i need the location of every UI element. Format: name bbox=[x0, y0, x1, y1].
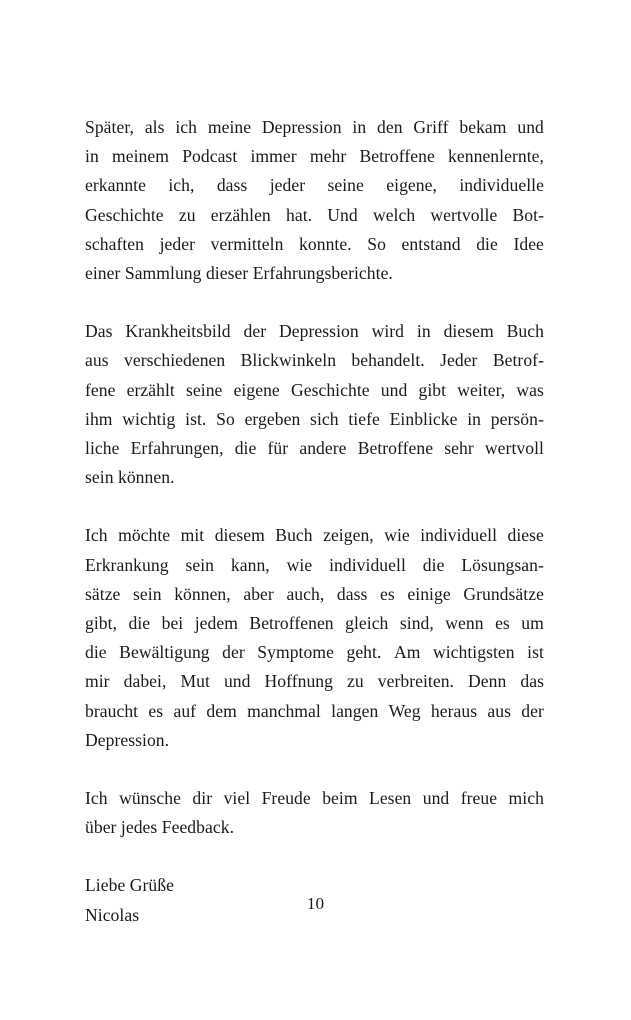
word: es bbox=[495, 613, 510, 634]
text-line bbox=[85, 434, 544, 463]
word: jedem bbox=[194, 613, 238, 634]
text-line bbox=[85, 376, 544, 405]
word: So bbox=[367, 233, 386, 254]
text-line bbox=[85, 580, 544, 609]
word: diesem bbox=[214, 525, 265, 546]
word: Geschichte bbox=[290, 379, 370, 400]
word: der bbox=[521, 700, 544, 721]
word: welch bbox=[372, 204, 416, 225]
word: Lösungsan- bbox=[461, 554, 544, 575]
word: bekam bbox=[459, 117, 507, 137]
word: Betrof- bbox=[492, 350, 544, 371]
word: kennenlernte, bbox=[448, 146, 544, 167]
word: den bbox=[377, 117, 403, 137]
word: meinem bbox=[112, 146, 169, 167]
word: zu bbox=[347, 671, 364, 692]
word: langen bbox=[331, 700, 379, 721]
word: aus bbox=[487, 700, 511, 721]
word: diesem bbox=[443, 321, 494, 342]
word: verbreiten. bbox=[377, 671, 455, 692]
word: Denn bbox=[468, 671, 507, 692]
word: Freude bbox=[261, 788, 311, 809]
word: sind, bbox=[399, 613, 434, 634]
word: entstand bbox=[401, 233, 461, 254]
word: verschiedenen bbox=[123, 350, 226, 371]
word: sein bbox=[133, 583, 162, 604]
word: seine bbox=[327, 175, 364, 196]
word: Geschichte bbox=[85, 204, 164, 225]
word: sätze bbox=[85, 583, 121, 604]
word: Betroffene bbox=[357, 438, 434, 459]
text-line: einer Sammlung dieser Erfahrungsberichte. bbox=[85, 263, 393, 284]
word: was bbox=[516, 379, 544, 400]
word: Betroffenen bbox=[249, 613, 334, 634]
word: die bbox=[234, 438, 257, 459]
word: Depression bbox=[261, 117, 342, 137]
word: ist bbox=[527, 642, 544, 663]
word: in bbox=[416, 321, 431, 342]
word: und bbox=[380, 379, 408, 400]
word: jeder bbox=[269, 175, 306, 196]
word: Blickwinkeln bbox=[240, 350, 337, 371]
word: erzählt bbox=[126, 379, 175, 400]
word: in bbox=[352, 117, 367, 137]
page-text-block bbox=[85, 113, 544, 930]
word: einige bbox=[407, 583, 451, 604]
word: als bbox=[144, 117, 165, 137]
word: gibt, bbox=[85, 613, 118, 634]
word: So bbox=[216, 408, 235, 429]
word: und bbox=[422, 788, 450, 809]
word: hat. bbox=[285, 204, 313, 225]
word: Einblicke bbox=[389, 408, 458, 429]
word: wertvolle bbox=[430, 204, 498, 225]
word: Ich bbox=[85, 525, 108, 546]
word: auf bbox=[173, 700, 197, 721]
text-line bbox=[85, 638, 544, 667]
word: geht. bbox=[346, 642, 382, 663]
word: Erfahrungen, bbox=[130, 438, 224, 459]
word: meine bbox=[207, 117, 252, 137]
word: freue bbox=[460, 788, 498, 809]
word: Podcast bbox=[182, 146, 238, 167]
word: Symptome bbox=[257, 642, 334, 663]
word: wie bbox=[286, 554, 313, 575]
text-line bbox=[85, 784, 544, 813]
word: dass bbox=[216, 175, 248, 196]
word: tiefe bbox=[348, 408, 380, 429]
word: konnte. bbox=[299, 233, 352, 254]
word: um bbox=[521, 613, 544, 634]
word: dabei, bbox=[123, 671, 167, 692]
paragraph-1 bbox=[85, 113, 544, 288]
word: liche bbox=[85, 438, 120, 459]
word: Und bbox=[327, 204, 358, 225]
word: erkannte bbox=[85, 175, 146, 196]
word: Betroffene bbox=[359, 146, 435, 167]
word: individuell bbox=[420, 525, 498, 546]
word: gleich bbox=[345, 613, 389, 634]
text-line: sein können. bbox=[85, 467, 175, 488]
word: beim bbox=[322, 788, 358, 809]
word: ich, bbox=[168, 175, 195, 196]
word: Bewältigung bbox=[119, 642, 210, 663]
text-line: über jedes Feedback. bbox=[85, 817, 235, 838]
word: in bbox=[85, 146, 99, 167]
page-number: 10 bbox=[306, 894, 325, 913]
word: die bbox=[476, 233, 498, 254]
text-line bbox=[85, 346, 544, 375]
word: Buch bbox=[506, 321, 544, 342]
word: eigene bbox=[233, 379, 280, 400]
word: mit bbox=[180, 525, 205, 546]
word: Griff bbox=[413, 117, 449, 137]
word: Hoffnung bbox=[264, 671, 333, 692]
word: ihm bbox=[85, 408, 113, 429]
text-line bbox=[85, 142, 544, 171]
word: die bbox=[128, 613, 151, 634]
word: diese bbox=[507, 525, 544, 546]
text-line bbox=[85, 201, 544, 230]
word: dir bbox=[192, 788, 213, 809]
word: individuell bbox=[329, 554, 406, 575]
word: wenn bbox=[445, 613, 484, 634]
word: gibt bbox=[418, 379, 447, 400]
text-line bbox=[85, 405, 544, 434]
text-line bbox=[85, 551, 544, 580]
text-line bbox=[85, 230, 544, 259]
word: Weg bbox=[388, 700, 421, 721]
word: in bbox=[467, 408, 482, 429]
word: mehr bbox=[309, 146, 347, 167]
word: immer bbox=[250, 146, 297, 167]
word: Das bbox=[85, 321, 113, 342]
word: wichtig bbox=[122, 408, 176, 429]
word: und bbox=[223, 671, 251, 692]
signature-greeting: Liebe Grüße bbox=[85, 875, 174, 896]
word: der bbox=[243, 321, 267, 342]
word: ergeben bbox=[244, 408, 301, 429]
word: heraus bbox=[430, 700, 478, 721]
word: Erkrankung bbox=[85, 554, 169, 575]
word: seine bbox=[186, 379, 223, 400]
word: die bbox=[85, 642, 107, 663]
word: behandelt. bbox=[351, 350, 425, 371]
word: manchmal bbox=[247, 700, 321, 721]
word: Depression bbox=[279, 321, 359, 342]
word: ist. bbox=[185, 408, 207, 429]
text-line bbox=[85, 171, 544, 200]
text-line bbox=[85, 667, 544, 696]
word: bei bbox=[161, 613, 184, 634]
word: dass bbox=[336, 583, 368, 604]
word: weiter, bbox=[457, 379, 506, 400]
word: Buch bbox=[275, 525, 313, 546]
word: andere bbox=[299, 438, 347, 459]
word: Bot- bbox=[512, 204, 544, 225]
word: zu bbox=[178, 204, 196, 225]
paragraph-4 bbox=[85, 784, 544, 842]
word: der bbox=[222, 642, 245, 663]
word: fene bbox=[85, 379, 116, 400]
word: Idee bbox=[513, 233, 544, 254]
text-line bbox=[85, 317, 544, 346]
paragraph-2 bbox=[85, 317, 544, 492]
word: kann, bbox=[230, 554, 270, 575]
word: Ich bbox=[85, 788, 108, 809]
word: die bbox=[422, 554, 445, 575]
word: zeigen, bbox=[323, 525, 374, 546]
word: dem bbox=[206, 700, 237, 721]
word: eigene, bbox=[386, 175, 437, 196]
word: wie bbox=[384, 525, 410, 546]
word: wichtigsten bbox=[432, 642, 515, 663]
word: wertvoll bbox=[484, 438, 544, 459]
word: Krankheitsbild bbox=[125, 321, 231, 342]
word: ich bbox=[175, 117, 198, 137]
word: mir bbox=[85, 671, 110, 692]
word: können, bbox=[174, 583, 231, 604]
word: vermitteln bbox=[210, 233, 284, 254]
word: sein bbox=[185, 554, 214, 575]
text-line: Depression. bbox=[85, 729, 170, 750]
word: und bbox=[517, 117, 544, 137]
word: Später, bbox=[85, 117, 134, 137]
word: Am bbox=[393, 642, 421, 663]
word: auch, bbox=[286, 583, 325, 604]
word: Jeder bbox=[440, 350, 478, 371]
word: mich bbox=[508, 788, 544, 809]
text-line bbox=[85, 521, 544, 550]
word: sich bbox=[310, 408, 339, 429]
word: viel bbox=[223, 788, 251, 809]
word: persön- bbox=[490, 408, 544, 429]
text-line bbox=[85, 697, 544, 726]
word: für bbox=[267, 438, 289, 459]
word: schaften bbox=[85, 233, 145, 254]
word: Lesen bbox=[369, 788, 412, 809]
word: wünsche bbox=[119, 788, 181, 809]
word: braucht bbox=[85, 700, 139, 721]
word: aus bbox=[85, 350, 109, 371]
word: Grundsätze bbox=[463, 583, 544, 604]
word: wird bbox=[371, 321, 405, 342]
word: Mut bbox=[180, 671, 210, 692]
word: möchte bbox=[118, 525, 171, 546]
word: es bbox=[380, 583, 395, 604]
word: individuelle bbox=[459, 175, 544, 196]
word: erzählen bbox=[210, 204, 271, 225]
word: sehr bbox=[444, 438, 474, 459]
paragraph-3 bbox=[85, 521, 544, 755]
signature-name: Nicolas bbox=[85, 904, 140, 925]
word: das bbox=[520, 671, 544, 692]
word: jeder bbox=[159, 233, 196, 254]
word: aber bbox=[243, 583, 274, 604]
word: es bbox=[148, 700, 164, 721]
text-line bbox=[85, 113, 544, 142]
text-line bbox=[85, 609, 544, 638]
